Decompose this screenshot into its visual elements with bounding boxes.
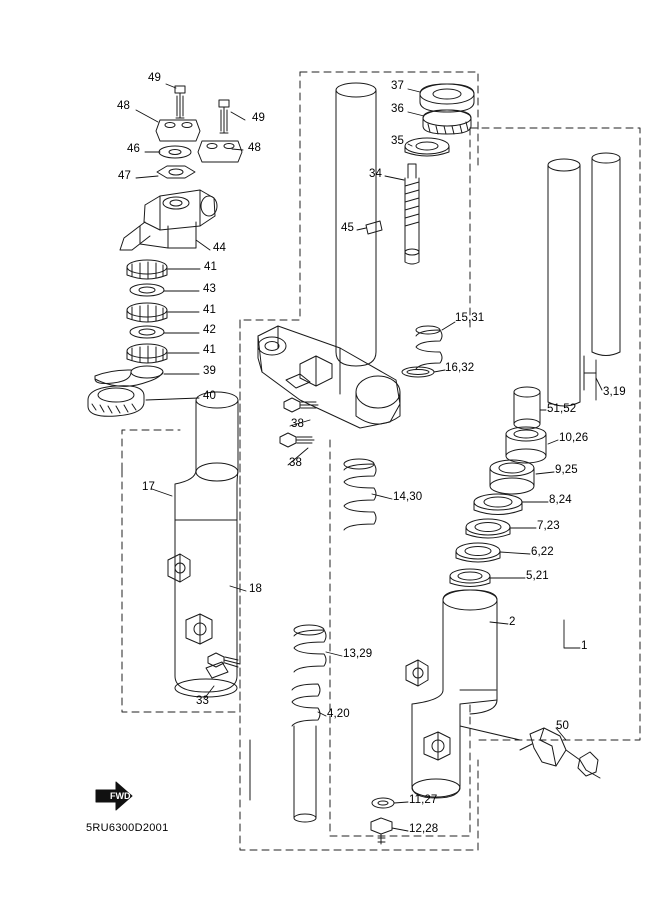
callout-5-21: 5,21 [526, 570, 549, 582]
spring-14-30 [344, 459, 376, 530]
callout-37: 37 [391, 80, 404, 92]
clamp-48-a [156, 120, 200, 141]
upper-bracket-44 [120, 190, 217, 250]
callout-41-a: 41 [204, 261, 217, 273]
callout-9-25: 9,25 [555, 464, 578, 476]
callout-45: 45 [341, 222, 354, 234]
nut-47 [157, 166, 195, 178]
callout-6-22: 6,22 [531, 546, 554, 558]
bearing-41-b [127, 303, 167, 322]
ring-42 [130, 326, 164, 338]
leader-3-19-bracket [584, 356, 596, 390]
callout-11-27: 11,27 [409, 794, 438, 806]
clamp-50 [520, 728, 600, 778]
ring-5-21 [450, 569, 490, 587]
group-outline-center [240, 72, 478, 850]
cover-40 [88, 386, 144, 417]
callout-42: 42 [203, 324, 216, 336]
oring-16-32 [402, 367, 434, 377]
callout-3-19: 3,19 [603, 386, 626, 398]
spring-13-29 [294, 625, 326, 672]
callout-39: 39 [203, 365, 216, 377]
clamp-48-b [198, 141, 242, 162]
callout-2: 2 [509, 616, 516, 628]
bolt-49-a [175, 86, 185, 118]
ring-7-23 [466, 519, 510, 538]
callout-46: 46 [127, 143, 140, 155]
bolt-12-28 [371, 818, 392, 844]
ring-43 [130, 284, 164, 296]
callout-12-28: 12,28 [409, 823, 439, 835]
callout-13-29: 13,29 [343, 648, 373, 660]
fork-tube-3-19-a [548, 159, 580, 406]
callout-4-20: 4,20 [327, 708, 350, 720]
callout-17: 17 [142, 481, 155, 493]
fork-tube-3-19-b [592, 153, 620, 356]
washer-46 [159, 146, 191, 158]
sleeve-51-52 [514, 387, 540, 429]
bearing-41-a [127, 260, 167, 279]
callout-18: 18 [249, 583, 262, 595]
pin-45 [366, 221, 382, 234]
damper-rod-4-20 [292, 684, 320, 822]
callout-49-b: 49 [252, 112, 265, 124]
slider-body-right [406, 590, 520, 798]
callout-14-30: 14,30 [393, 491, 423, 503]
cap-37 [420, 84, 474, 112]
callout-44: 44 [213, 242, 226, 254]
bearing-41-c [127, 344, 167, 363]
diagram-part-code: 5RU6300D2001 [86, 822, 169, 834]
callout-40: 40 [203, 390, 216, 402]
spring-15-31 [416, 326, 442, 369]
callout-41-c: 41 [203, 344, 216, 356]
callout-16-32: 16,32 [445, 362, 475, 374]
cone-39 [95, 366, 163, 386]
callout-49-a: 49 [148, 72, 161, 84]
inner-fork-tube [336, 83, 376, 394]
callout-8-24: 8,24 [549, 494, 572, 506]
threaded-rod-34 [405, 164, 419, 264]
callout-43: 43 [203, 283, 216, 295]
oil-seal-9-25 [490, 460, 534, 494]
callout-38-a: 38 [291, 418, 304, 430]
callout-33: 33 [196, 695, 209, 707]
ring-36 [423, 110, 471, 134]
ring-8-24 [474, 494, 522, 515]
callout-50: 50 [556, 720, 569, 732]
callout-47: 47 [118, 170, 131, 182]
group-outline-right [470, 128, 640, 740]
callout-10-26: 10,26 [559, 432, 589, 444]
fork-leg-17 [168, 392, 238, 697]
callout-7-23: 7,23 [537, 520, 560, 532]
washer-35 [405, 138, 449, 156]
fwd-direction-label: FWD [110, 791, 131, 801]
lower-bracket [258, 326, 400, 428]
callout-48-b: 48 [248, 142, 261, 154]
leader-lines [136, 84, 602, 831]
callout-35: 35 [391, 135, 404, 147]
bolt-49-b [219, 100, 229, 133]
callout-34: 34 [369, 168, 382, 180]
ring-6-22 [456, 543, 500, 562]
callout-15-31: 15,31 [455, 312, 485, 324]
bolt-38-b [280, 433, 314, 447]
washer-11-27 [372, 798, 394, 808]
callout-36: 36 [391, 103, 404, 115]
callout-1: 1 [581, 640, 588, 652]
callout-48-a: 48 [117, 100, 130, 112]
callout-41-b: 41 [203, 304, 216, 316]
callout-51-52: 51,52 [547, 403, 577, 415]
bush-10-26 [506, 427, 546, 463]
callout-38-b: 38 [289, 457, 302, 469]
